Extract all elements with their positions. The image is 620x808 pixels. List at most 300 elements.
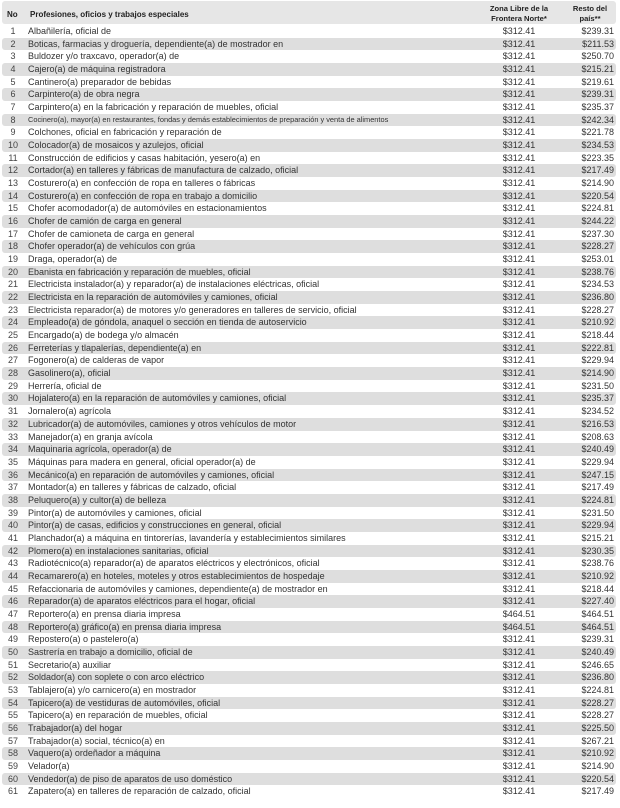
row-zona-libre-salary: $312.41	[502, 469, 536, 480]
row-zona-libre-salary: $312.41	[502, 494, 536, 505]
row-zona-libre-salary: $312.41	[502, 748, 536, 759]
row-profesion: Boticas, farmacias y droguería, dependiente(a) de mostrador en	[28, 38, 284, 49]
table-row	[2, 114, 616, 127]
row-profesion: Electricista en la reparación de automóviles y camiones, oficial	[28, 292, 278, 303]
row-resto-pais-salary: $239.31	[581, 89, 614, 100]
row-profesion: Sastrería en trabajo a domicilio, oficial de	[28, 646, 193, 657]
row-profesion: Soldador(a) con soplete o con arco eléctrico	[28, 672, 205, 683]
row-number: 19	[7, 254, 18, 265]
row-zona-libre-salary: $312.41	[502, 51, 536, 62]
row-profesion: Secretario(a) auxiliar	[28, 659, 112, 670]
row-resto-pais-salary: $244.22	[581, 216, 614, 227]
row-number: 47	[7, 608, 18, 619]
row-number: 4	[10, 64, 16, 75]
row-zona-libre-salary: $312.41	[502, 292, 536, 303]
row-number: 45	[7, 583, 18, 594]
table-row	[2, 63, 616, 76]
row-resto-pais-salary: $223.35	[581, 152, 614, 163]
row-number: 50	[7, 646, 18, 657]
table-row	[2, 747, 616, 760]
row-number: 24	[7, 317, 18, 328]
row-profesion: Chofer operador(a) de vehículos con grúa	[28, 241, 196, 252]
row-zona-libre-salary: $312.41	[502, 165, 536, 176]
table-row	[2, 659, 616, 672]
row-zona-libre-salary: $312.41	[502, 431, 536, 442]
row-resto-pais-salary: $267.21	[581, 735, 614, 746]
row-resto-pais-salary: $220.54	[581, 190, 614, 201]
table-row	[2, 431, 616, 444]
row-number: 1	[10, 26, 16, 36]
row-zona-libre-salary: $312.41	[502, 228, 536, 239]
row-number: 30	[7, 393, 18, 404]
row-number: 56	[7, 722, 18, 733]
row-profesion: Colocador(a) de mosaicos y azulejos, oficial	[28, 140, 204, 151]
row-number: 37	[7, 482, 18, 493]
table-row	[2, 735, 616, 748]
row-resto-pais-salary: $210.92	[581, 317, 614, 328]
row-resto-pais-salary: $214.90	[581, 178, 614, 189]
row-zona-libre-salary: $312.41	[502, 254, 536, 265]
row-profesion: Tablajero(a) y/o carnicero(a) en mostrador	[28, 684, 197, 695]
row-number: 10	[7, 140, 18, 151]
table-row	[2, 190, 616, 203]
row-zona-libre-salary: $312.41	[502, 76, 536, 87]
row-resto-pais-salary: $229.94	[581, 520, 614, 531]
row-zona-libre-salary: $312.41	[502, 786, 536, 797]
row-profesion: Lubricador(a) de automóviles, camiones y otros vehículos de motor	[28, 418, 297, 429]
row-zona-libre-salary: $312.41	[502, 773, 536, 784]
table-row	[2, 342, 616, 355]
table-row	[2, 405, 616, 418]
row-number: 58	[7, 748, 18, 759]
table-row	[2, 50, 616, 63]
row-resto-pais-salary: $217.49	[581, 786, 614, 797]
row-number: 44	[7, 570, 18, 581]
row-number: 38	[7, 494, 18, 505]
row-resto-pais-salary: $221.78	[581, 127, 614, 138]
row-number: 8	[10, 114, 16, 125]
row-number: 13	[7, 178, 18, 189]
row-number: 22	[7, 292, 18, 303]
row-number: 5	[10, 76, 16, 87]
row-zona-libre-salary: $312.41	[502, 418, 536, 429]
row-resto-pais-salary: $225.50	[581, 722, 614, 733]
row-profesion: Gasolinero(a), oficial	[28, 368, 111, 379]
row-profesion: Repostero(a) o pastelero(a)	[28, 634, 139, 645]
row-number: 35	[7, 456, 18, 467]
row-number: 42	[7, 545, 18, 556]
row-number: 39	[7, 507, 18, 518]
row-zona-libre-salary: $312.41	[502, 722, 536, 733]
table-row	[2, 494, 616, 507]
row-zona-libre-salary: $312.41	[502, 216, 536, 227]
row-zona-libre-salary: $312.41	[502, 64, 536, 75]
row-number: 17	[7, 228, 18, 239]
table-row	[2, 253, 616, 266]
row-number: 23	[7, 304, 18, 315]
row-profesion: Vendedor(a) de piso de aparatos de uso doméstico	[28, 773, 233, 784]
table-row	[2, 164, 616, 177]
row-resto-pais-salary: $247.15	[581, 469, 614, 480]
row-zona-libre-salary: $312.41	[502, 520, 536, 531]
row-profesion: Trabajador(a) social, técnico(a) en	[28, 735, 165, 746]
table-row	[2, 38, 616, 51]
row-resto-pais-salary: $220.54	[581, 773, 614, 784]
row-profesion: Cortador(a) en talleres y fábricas de manufactura de calzado, oficial	[28, 165, 299, 176]
table-row	[2, 456, 616, 469]
table-row	[2, 722, 616, 735]
table-row	[2, 595, 616, 608]
table-row	[2, 507, 616, 520]
row-resto-pais-salary: $219.61	[581, 76, 614, 87]
row-zona-libre-salary: $312.41	[502, 304, 536, 315]
row-zona-libre-salary: $312.41	[502, 355, 536, 366]
table-row	[2, 354, 616, 367]
row-resto-pais-salary: $464.51	[581, 608, 614, 619]
row-profesion: Cocinero(a), mayor(a) en restaurantes, fondas y demás establecimientos de preparación y venta de alimentos	[28, 114, 389, 124]
row-zona-libre-salary: $312.41	[502, 532, 536, 543]
row-zona-libre-salary: $312.41	[502, 710, 536, 721]
table-row	[2, 608, 616, 621]
row-resto-pais-salary: $250.70	[581, 51, 614, 62]
row-zona-libre-salary: $312.41	[502, 127, 536, 138]
header-zona-libre	[480, 4, 558, 24]
table-row	[2, 621, 616, 634]
row-zona-libre-salary: $312.41	[502, 735, 536, 746]
row-resto-pais-salary: $215.21	[581, 532, 614, 543]
row-resto-pais-salary: $234.52	[581, 406, 614, 417]
row-zona-libre-salary: $312.41	[502, 596, 536, 607]
row-resto-pais-salary: $227.40	[581, 596, 614, 607]
row-number: 12	[7, 165, 18, 176]
row-profesion: Hojalatero(a) en la reparación de automóviles y camiones, oficial	[28, 393, 287, 404]
row-zona-libre-salary: $312.41	[502, 482, 536, 493]
row-resto-pais-salary: $217.49	[581, 482, 614, 493]
row-profesion: Carpintero(a) en la fabricación y reparación de muebles, oficial	[28, 102, 279, 113]
table-row	[2, 76, 616, 89]
table-row	[2, 481, 616, 494]
table-row	[2, 88, 616, 101]
row-zona-libre-salary: $312.41	[502, 659, 536, 670]
table-row	[2, 418, 616, 431]
header-profesion: Profesiones, oficios y trabajos especiales	[30, 10, 189, 19]
table-row	[2, 469, 616, 482]
row-zona-libre-salary: $312.41	[502, 89, 536, 100]
row-profesion: Pintor(a) de casas, edificios y construcciones en general, oficial	[28, 520, 282, 531]
row-number: 28	[7, 368, 18, 379]
row-number: 34	[7, 444, 18, 455]
row-number: 59	[7, 760, 18, 771]
row-resto-pais-salary: $228.27	[581, 304, 614, 315]
row-zona-libre-salary: $312.41	[502, 152, 536, 163]
row-resto-pais-salary: $236.80	[581, 292, 614, 303]
row-zona-libre-salary: $312.41	[502, 672, 536, 683]
row-resto-pais-salary: $210.92	[581, 748, 614, 759]
row-zona-libre-salary: $312.41	[502, 26, 536, 36]
table-row	[2, 671, 616, 684]
row-resto-pais-salary: $228.27	[581, 697, 614, 708]
row-zona-libre-salary: $312.41	[502, 241, 536, 252]
row-zona-libre-salary: $312.41	[502, 380, 536, 391]
row-resto-pais-salary: $240.49	[581, 646, 614, 657]
header-resto-line1: Resto del	[572, 4, 608, 13]
table-row	[2, 557, 616, 570]
table-row	[2, 177, 616, 190]
table-row	[2, 709, 616, 722]
row-zona-libre-salary: $312.41	[502, 558, 536, 569]
row-profesion: Costurero(a) en confección de ropa en trabajo a domicilio	[28, 190, 258, 201]
row-resto-pais-salary: $218.44	[581, 583, 614, 594]
row-zona-libre-salary: $312.41	[502, 342, 536, 353]
row-resto-pais-salary: $238.76	[581, 558, 614, 569]
table-row	[2, 101, 616, 114]
row-profesion: Zapatero(a) en talleres de reparación de calzado, oficial	[28, 786, 251, 797]
row-profesion: Manejador(a) en granja avícola	[28, 431, 153, 442]
row-profesion: Cajero(a) de máquina registradora	[28, 64, 166, 75]
row-number: 2	[10, 38, 16, 49]
row-profesion: Mecánico(a) en reparación de automóviles y camiones, oficial	[28, 469, 275, 480]
row-number: 49	[7, 634, 18, 645]
row-profesion: Electricista reparador(a) de motores y/o generadores en talleres de servicio, oficial	[28, 304, 357, 315]
row-profesion: Draga, operador(a) de	[28, 254, 118, 265]
row-zona-libre-salary: $312.41	[502, 697, 536, 708]
table-row	[2, 392, 616, 405]
table-row	[2, 304, 616, 317]
row-profesion: Reportero(a) gráfico(a) en prensa diaria impresa	[28, 621, 222, 632]
row-profesion: Chofer de camioneta de carga en general	[28, 228, 195, 239]
row-resto-pais-salary: $216.53	[581, 418, 614, 429]
row-resto-pais-salary: $228.27	[581, 241, 614, 252]
row-zona-libre-salary: $312.41	[502, 368, 536, 379]
row-profesion: Fogonero(a) de calderas de vapor	[28, 355, 165, 366]
row-number: 52	[7, 672, 18, 683]
row-profesion: Planchador(a) a máquina en tintorerías, lavandería y establecimientos similares	[28, 532, 346, 543]
row-number: 27	[7, 355, 18, 366]
row-resto-pais-salary: $240.49	[581, 444, 614, 455]
row-resto-pais-salary: $253.01	[581, 254, 614, 265]
row-zona-libre-salary: $312.41	[502, 406, 536, 417]
row-number: 15	[7, 203, 18, 214]
row-number: 25	[7, 330, 18, 341]
row-number: 20	[7, 266, 18, 277]
table-row	[2, 583, 616, 596]
row-profesion: Carpintero(a) de obra negra	[28, 89, 140, 100]
row-zona-libre-salary: $312.41	[502, 279, 536, 290]
row-profesion: Chofer acomodador(a) de automóviles en estacionamientos	[28, 203, 267, 214]
row-number: 41	[7, 532, 18, 543]
row-resto-pais-salary: $237.30	[581, 228, 614, 239]
row-resto-pais-salary: $215.21	[581, 64, 614, 75]
row-profesion: Maquinaria agrícola, operador(a) de	[28, 444, 172, 455]
table-body	[0, 25, 620, 798]
row-resto-pais-salary: $234.53	[581, 279, 614, 290]
table-row	[2, 760, 616, 773]
row-number: 6	[10, 89, 16, 100]
header-resto-line2: país**	[579, 14, 601, 23]
row-number: 9	[10, 127, 16, 138]
row-resto-pais-salary: $235.37	[581, 102, 614, 113]
row-resto-pais-salary: $228.27	[581, 710, 614, 721]
row-zona-libre-salary: $312.41	[502, 140, 536, 151]
row-profesion: Velador(a)	[28, 760, 70, 771]
row-number: 26	[7, 342, 18, 353]
row-zona-libre-salary: $312.41	[502, 178, 536, 189]
row-profesion: Recamarero(a) en hoteles, moteles y otros establecimientos de hospedaje	[28, 570, 325, 581]
table-row	[2, 316, 616, 329]
row-number: 14	[7, 190, 18, 201]
row-number: 33	[7, 431, 18, 442]
row-profesion: Montador(a) en talleres y fábricas de calzado, oficial	[28, 482, 237, 493]
table-row	[2, 532, 616, 545]
row-resto-pais-salary: $236.80	[581, 672, 614, 683]
row-resto-pais-salary: $210.92	[581, 570, 614, 581]
header-zona-line1: Zona Libre de la	[489, 4, 549, 13]
row-resto-pais-salary: $238.76	[581, 266, 614, 277]
row-number: 48	[7, 621, 18, 632]
row-zona-libre-salary: $312.41	[502, 444, 536, 455]
row-profesion: Reparador(a) de aparatos eléctricos para el hogar, oficial	[28, 596, 256, 607]
row-number: 36	[7, 469, 18, 480]
row-profesion: Tapicero(a) en reparación de muebles, oficial	[28, 710, 208, 721]
row-profesion: Cantinero(a) preparador de bebidas	[28, 76, 172, 87]
row-resto-pais-salary: $224.81	[581, 203, 614, 214]
table-row	[2, 519, 616, 532]
row-profesion: Costurero(a) en confección de ropa en talleres o fábricas	[28, 178, 256, 189]
row-zona-libre-salary: $464.51	[502, 621, 536, 632]
row-zona-libre-salary: $312.41	[502, 684, 536, 695]
row-profesion: Radiotécnico(a) reparador(a) de aparatos eléctricos y electrónicos, oficial	[28, 558, 320, 569]
table-row	[2, 139, 616, 152]
table-row	[2, 215, 616, 228]
table-row	[2, 228, 616, 241]
table-row	[2, 773, 616, 786]
row-resto-pais-salary: $229.94	[581, 355, 614, 366]
row-resto-pais-salary: $464.51	[581, 621, 614, 632]
row-zona-libre-salary: $312.41	[502, 393, 536, 404]
row-number: 61	[7, 786, 18, 797]
row-profesion: Trabajador(a) del hogar	[28, 722, 123, 733]
row-profesion: Jornalero(a) agrícola	[28, 406, 112, 417]
row-zona-libre-salary: $312.41	[502, 583, 536, 594]
row-zona-libre-salary: $312.41	[502, 317, 536, 328]
row-resto-pais-salary: $230.35	[581, 545, 614, 556]
row-resto-pais-salary: $211.53	[582, 38, 614, 49]
row-number: 7	[10, 102, 16, 113]
row-profesion: Máquinas para madera en general, oficial operador(a) de	[28, 456, 256, 467]
row-zona-libre-salary: $312.41	[502, 266, 536, 277]
table-row	[2, 633, 616, 646]
row-profesion: Buldozer y/o traxcavo, operador(a) de	[28, 51, 180, 62]
row-zona-libre-salary: $312.41	[502, 646, 536, 657]
row-zona-libre-salary: $312.41	[502, 545, 536, 556]
table-row	[2, 240, 616, 253]
table-row	[2, 380, 616, 393]
row-profesion: Herrería, oficial de	[28, 380, 102, 391]
row-resto-pais-salary: $234.53	[581, 140, 614, 151]
row-resto-pais-salary: $214.90	[581, 368, 614, 379]
row-resto-pais-salary: $231.50	[581, 507, 614, 518]
row-number: 16	[7, 216, 18, 227]
row-profesion: Vaquero(a) ordeñador a máquina	[28, 748, 161, 759]
row-number: 11	[8, 152, 18, 163]
row-zona-libre-salary: $312.41	[502, 114, 536, 125]
row-profesion: Peluquero(a) y cultor(a) de belleza	[28, 494, 167, 505]
row-resto-pais-salary: $239.31	[581, 634, 614, 645]
table-row	[2, 545, 616, 558]
table-row	[2, 570, 616, 583]
row-zona-libre-salary: $312.41	[502, 330, 536, 341]
row-number: 46	[7, 596, 18, 607]
row-profesion: Chofer de camión de carga en general	[28, 216, 182, 227]
row-resto-pais-salary: $224.81	[581, 494, 614, 505]
row-resto-pais-salary: $218.44	[581, 330, 614, 341]
header-resto-pais	[566, 4, 614, 24]
table-row	[2, 329, 616, 342]
header-zona-line2: Frontera Norte*	[491, 14, 547, 23]
row-number: 60	[7, 773, 18, 784]
row-resto-pais-salary: $239.31	[581, 26, 614, 36]
row-profesion: Tapicero(a) de vestiduras de automóviles, oficial	[28, 697, 221, 708]
row-resto-pais-salary: $217.49	[581, 165, 614, 176]
row-resto-pais-salary: $229.94	[581, 456, 614, 467]
table-row	[2, 646, 616, 659]
row-zona-libre-salary: $312.41	[502, 570, 536, 581]
row-resto-pais-salary: $208.63	[581, 431, 614, 442]
row-resto-pais-salary: $246.65	[581, 659, 614, 670]
row-zona-libre-salary: $312.41	[502, 456, 536, 467]
table-row	[2, 697, 616, 710]
row-number: 54	[7, 697, 18, 708]
row-zona-libre-salary: $312.41	[502, 102, 536, 113]
row-profesion: Empleado(a) de góndola, anaquel o sección en tienda de autoservicio	[28, 317, 307, 328]
row-number: 55	[7, 710, 18, 721]
row-profesion: Ferreterías y tlapalerías, dependiente(a) en	[28, 342, 202, 353]
table-row	[2, 202, 616, 215]
row-number: 21	[7, 279, 18, 290]
table-row	[2, 266, 616, 279]
row-resto-pais-salary: $235.37	[581, 393, 614, 404]
row-zona-libre-salary: $312.41	[502, 190, 536, 201]
row-zona-libre-salary: $312.41	[502, 634, 536, 645]
row-zona-libre-salary: $312.41	[502, 760, 536, 771]
table-row	[2, 443, 616, 456]
row-resto-pais-salary: $224.81	[581, 684, 614, 695]
table-row	[2, 367, 616, 380]
row-zona-libre-salary: $312.41	[502, 203, 536, 214]
table-row	[2, 25, 616, 38]
row-profesion: Construcción de edificios y casas habitación, yesero(a) en	[28, 152, 261, 163]
table-header	[2, 1, 616, 24]
table-row	[2, 785, 616, 798]
row-number: 32	[7, 418, 18, 429]
row-zona-libre-salary: $312.41	[502, 38, 536, 49]
row-number: 31	[7, 406, 18, 417]
table-row	[2, 126, 616, 139]
row-resto-pais-salary: $231.50	[581, 380, 614, 391]
row-number: 51	[7, 659, 18, 670]
row-profesion: Ebanista en fabricación y reparación de muebles, oficial	[28, 266, 251, 277]
row-number: 18	[7, 241, 18, 252]
row-number: 40	[7, 520, 18, 531]
table-row	[2, 291, 616, 304]
row-number: 3	[10, 51, 16, 62]
row-number: 57	[7, 735, 18, 746]
row-profesion: Pintor(a) de automóviles y camiones, oficial	[28, 507, 202, 518]
table-row	[2, 684, 616, 697]
header-no: No	[7, 10, 18, 19]
row-number: 29	[7, 380, 18, 391]
row-resto-pais-salary: $214.90	[581, 760, 614, 771]
